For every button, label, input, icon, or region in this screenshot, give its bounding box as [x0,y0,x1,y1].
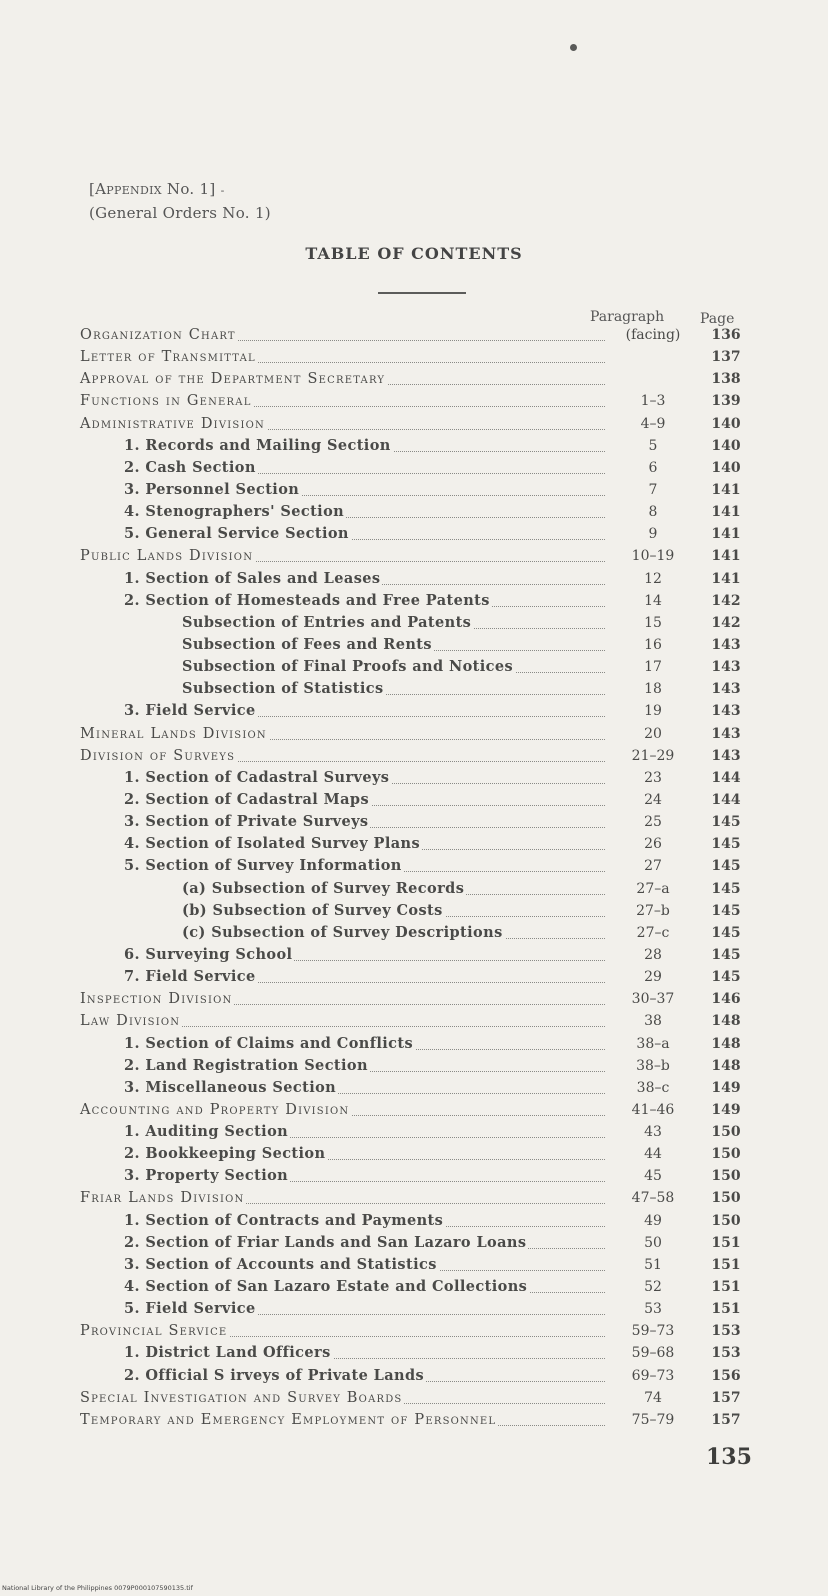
toc-row [80,347,760,369]
toc-entry-page: 150 [711,1146,741,1163]
appendix-label: [Appendix No. 1] - [89,180,225,198]
toc-row [80,1277,760,1299]
toc-entry-label: 2. Section of Homesteads and Free Patents [124,591,605,611]
toc-row [80,458,760,480]
toc-entry-page: 143 [711,659,741,676]
toc-entry-label: 5. Section of Survey Information [124,856,605,876]
toc-entry-label: Provincial Service [80,1321,605,1341]
toc-entry-paragraph: 59–73 [631,1323,675,1340]
toc-entry-label: (b) Subsection of Survey Costs [182,901,605,921]
toc-row [80,701,760,723]
toc-entry-paragraph: 51 [644,1256,662,1273]
toc-entry-page: 142 [711,592,741,609]
toc-entry-label: 2. Land Registration Section [124,1056,605,1076]
toc-entry-label: Subsection of Statistics [182,679,605,699]
toc-entry-page: 145 [711,969,741,986]
page-number: 135 [706,1444,752,1470]
toc-row [80,1233,760,1255]
toc-entry-label: 1. Section of Contracts and Payments [124,1211,605,1231]
toc-row [80,502,760,524]
toc-entry-label: Subsection of Final Proofs and Notices [182,657,605,677]
toc-entry-page: 143 [711,725,741,742]
toc-row [80,1011,760,1033]
toc-entry-paragraph: 26 [644,836,662,853]
toc-entry-label: 2. Section of Cadastral Maps [124,790,605,810]
toc-entry-page: 151 [711,1234,741,1251]
toc-row [80,1144,760,1166]
toc-row [80,856,760,878]
toc-entry-page: 141 [711,481,741,498]
toc-entry-label: Subsection of Entries and Patents [182,613,605,633]
table-of-contents [80,325,760,1432]
toc-row [80,1343,760,1365]
toc-entry-paragraph: 14 [644,592,662,609]
toc-entry-paragraph: 59–68 [631,1345,675,1362]
toc-entry-paragraph: 16 [644,636,662,653]
toc-entry-page: 149 [711,1101,741,1118]
toc-entry-page: 156 [711,1367,741,1384]
toc-entry-page: 150 [711,1212,741,1229]
toc-entry-page: 141 [711,570,741,587]
scan-footer: National Library of the Philippines 0079P000107590135.tif [2,1584,193,1592]
toc-entry-paragraph: 28 [644,946,662,963]
toc-entry-paragraph: 47–58 [631,1190,675,1207]
toc-entry-page: 150 [711,1168,741,1185]
toc-row [80,635,760,657]
toc-entry-page: 151 [711,1256,741,1273]
column-header-page: Page [700,311,735,327]
toc-entry-page: 140 [711,459,741,476]
toc-entry-label: 3. Property Section [124,1166,605,1186]
toc-entry-label: (a) Subsection of Survey Records [182,879,605,899]
toc-entry-paragraph: 25 [644,814,662,831]
toc-entry-page: 153 [711,1323,741,1340]
toc-entry-paragraph: 49 [644,1212,662,1229]
toc-entry-page: 153 [711,1345,741,1362]
toc-entry-page: 141 [711,526,741,543]
toc-entry-page: 145 [711,880,741,897]
toc-entry-label: Administrative Division [80,414,605,434]
toc-entry-page: 144 [711,791,741,808]
toc-row [80,546,760,568]
toc-entry-page: 143 [711,747,741,764]
toc-entry-label: Public Lands Division [80,546,605,566]
toc-entry-paragraph: 19 [644,703,662,720]
toc-entry-page: 137 [711,349,741,366]
toc-row [80,613,760,635]
title-rule [378,292,466,294]
toc-entry-page: 143 [711,703,741,720]
toc-entry-page: 151 [711,1301,741,1318]
toc-entry-paragraph: 23 [644,769,662,786]
toc-entry-label: 1. Auditing Section [124,1122,605,1142]
toc-entry-page: 149 [711,1079,741,1096]
toc-entry-page: 140 [711,415,741,432]
general-orders-label: (General Orders No. 1) [89,204,271,222]
column-header-paragraph: Paragraph [590,309,665,325]
toc-entry-label: 4. Section of San Lazaro Estate and Collections [124,1277,605,1297]
toc-entry-label: Organization Chart [80,325,605,345]
toc-row [80,1078,760,1100]
toc-entry-label: 3. Personnel Section [124,480,605,500]
toc-entry-paragraph: 53 [644,1301,662,1318]
toc-row [80,369,760,391]
toc-entry-page: 142 [711,614,741,631]
toc-entry-page: 140 [711,437,741,454]
toc-row [80,879,760,901]
toc-entry-label: Functions in General [80,391,605,411]
toc-entry-page: 145 [711,836,741,853]
toc-row [80,746,760,768]
toc-entry-paragraph: 12 [644,570,662,587]
toc-row [80,834,760,856]
toc-entry-paragraph: 38–b [636,1057,670,1074]
toc-entry-paragraph: 27 [644,858,662,875]
toc-entry-label: 6. Surveying School [124,945,605,965]
toc-entry-paragraph: 5 [648,437,658,454]
toc-entry-label: Special Investigation and Survey Boards [80,1388,605,1408]
toc-entry-page: 145 [711,902,741,919]
toc-entry-paragraph: (facing) [625,327,681,343]
toc-entry-paragraph: 38 [644,1013,662,1030]
toc-entry-label: 1. Section of Claims and Conflicts [124,1034,605,1054]
toc-entry-page: 151 [711,1279,741,1296]
toc-row [80,1188,760,1210]
toc-entry-label: Subsection of Fees and Rents [182,635,605,655]
toc-entry-page: 139 [711,393,741,410]
toc-entry-paragraph: 45 [644,1168,662,1185]
toc-entry-paragraph: 29 [644,969,662,986]
toc-entry-label: 4. Section of Isolated Survey Plans [124,834,605,854]
toc-entry-page: 157 [711,1389,741,1406]
toc-row [80,436,760,458]
toc-entry-paragraph: 27–b [636,902,670,919]
toc-row [80,901,760,923]
toc-entry-label: 1. Section of Cadastral Surveys [124,768,605,788]
toc-entry-label: Friar Lands Division [80,1188,605,1208]
toc-row [80,724,760,746]
toc-entry-paragraph: 24 [644,791,662,808]
ink-speck [570,44,577,51]
toc-entry-paragraph: 21–29 [631,747,675,764]
toc-row [80,812,760,834]
toc-row [80,1366,760,1388]
toc-row [80,1166,760,1188]
toc-row [80,1321,760,1343]
toc-row [80,1100,760,1122]
toc-entry-page: 145 [711,814,741,831]
toc-entry-paragraph: 44 [644,1146,662,1163]
toc-entry-paragraph: 15 [644,614,662,631]
toc-entry-label: 1. Records and Mailing Section [124,436,605,456]
toc-row [80,1299,760,1321]
toc-entry-paragraph: 74 [644,1389,662,1406]
toc-entry-label: 5. Field Service [124,1299,605,1319]
toc-entry-paragraph: 38–a [636,1035,670,1052]
toc-entry-paragraph: 20 [644,725,662,742]
toc-entry-paragraph: 6 [648,459,658,476]
page-title: TABLE OF CONTENTS [305,244,523,263]
toc-entry-paragraph: 17 [644,659,662,676]
toc-entry-paragraph: 30–37 [631,991,675,1008]
toc-row [80,414,760,436]
toc-entry-label: 5. General Service Section [124,524,605,544]
toc-row [80,989,760,1011]
toc-entry-label: 1. Section of Sales and Leases [124,569,605,589]
toc-entry-label: Temporary and Emergency Employment of Personnel [80,1410,605,1430]
toc-row [80,945,760,967]
toc-entry-paragraph: 50 [644,1234,662,1251]
toc-row [80,1255,760,1277]
toc-entry-paragraph: 27–a [636,880,670,897]
toc-row [80,1388,760,1410]
toc-row [80,1211,760,1233]
toc-entry-label: Approval of the Department Secretary [80,369,605,389]
toc-entry-paragraph: 38–c [636,1079,670,1096]
toc-entry-paragraph: 9 [648,526,658,543]
toc-row [80,657,760,679]
toc-entry-paragraph: 1–3 [640,393,666,410]
toc-entry-page: 145 [711,946,741,963]
toc-entry-page: 150 [711,1124,741,1141]
toc-entry-paragraph: 27–c [636,924,670,941]
toc-row [80,480,760,502]
toc-entry-page: 146 [711,991,741,1008]
toc-entry-label: 2. Official S irveys of Private Lands [124,1366,605,1386]
toc-entry-label: Inspection Division [80,989,605,1009]
toc-entry-label: Division of Surveys [80,746,605,766]
toc-row [80,790,760,812]
toc-entry-label: 2. Bookkeeping Section [124,1144,605,1164]
toc-entry-label: 3. Miscellaneous Section [124,1078,605,1098]
toc-entry-label: Mineral Lands Division [80,724,605,744]
toc-entry-paragraph: 69–73 [631,1367,675,1384]
toc-entry-paragraph: 41–46 [631,1101,675,1118]
toc-entry-label: Accounting and Property Division [80,1100,605,1120]
toc-row [80,391,760,413]
toc-entry-label: Law Division [80,1011,605,1031]
toc-entry-paragraph: 4–9 [640,415,666,432]
toc-entry-paragraph: 7 [648,481,658,498]
toc-row [80,524,760,546]
toc-row [80,569,760,591]
toc-entry-paragraph: 8 [648,504,658,521]
toc-entry-page: 157 [711,1411,741,1428]
toc-entry-label: Letter of Transmittal [80,347,605,367]
toc-entry-label: 2. Cash Section [124,458,605,478]
toc-row [80,1056,760,1078]
toc-entry-page: 138 [711,371,741,388]
toc-entry-paragraph: 52 [644,1279,662,1296]
toc-entry-page: 136 [711,327,741,343]
toc-row [80,325,760,347]
toc-entry-paragraph: 75–79 [631,1411,675,1428]
toc-entry-label: 3. Field Service [124,701,605,721]
toc-entry-page: 141 [711,548,741,565]
toc-entry-page: 143 [711,636,741,653]
toc-row [80,679,760,701]
toc-entry-page: 148 [711,1013,741,1030]
toc-entry-paragraph: 18 [644,681,662,698]
toc-entry-page: 148 [711,1057,741,1074]
toc-row [80,591,760,613]
toc-entry-label: 3. Section of Private Surveys [124,812,605,832]
toc-row [80,923,760,945]
toc-row [80,1410,760,1432]
toc-entry-page: 145 [711,924,741,941]
toc-entry-paragraph: 43 [644,1124,662,1141]
toc-row [80,1122,760,1144]
toc-entry-page: 143 [711,681,741,698]
toc-entry-paragraph: 10–19 [631,548,675,565]
toc-entry-page: 144 [711,769,741,786]
toc-entry-page: 150 [711,1190,741,1207]
toc-entry-label: 2. Section of Friar Lands and San Lazaro Loans [124,1233,605,1253]
toc-entry-page: 148 [711,1035,741,1052]
toc-entry-page: 145 [711,858,741,875]
toc-entry-label: 4. Stenographers' Section [124,502,605,522]
toc-entry-label: (c) Subsection of Survey Descriptions [182,923,605,943]
toc-row [80,967,760,989]
toc-entry-label: 7. Field Service [124,967,605,987]
toc-row [80,768,760,790]
toc-entry-label: 1. District Land Officers [124,1343,605,1363]
toc-entry-page: 141 [711,504,741,521]
toc-row [80,1034,760,1056]
toc-entry-label: 3. Section of Accounts and Statistics [124,1255,605,1275]
